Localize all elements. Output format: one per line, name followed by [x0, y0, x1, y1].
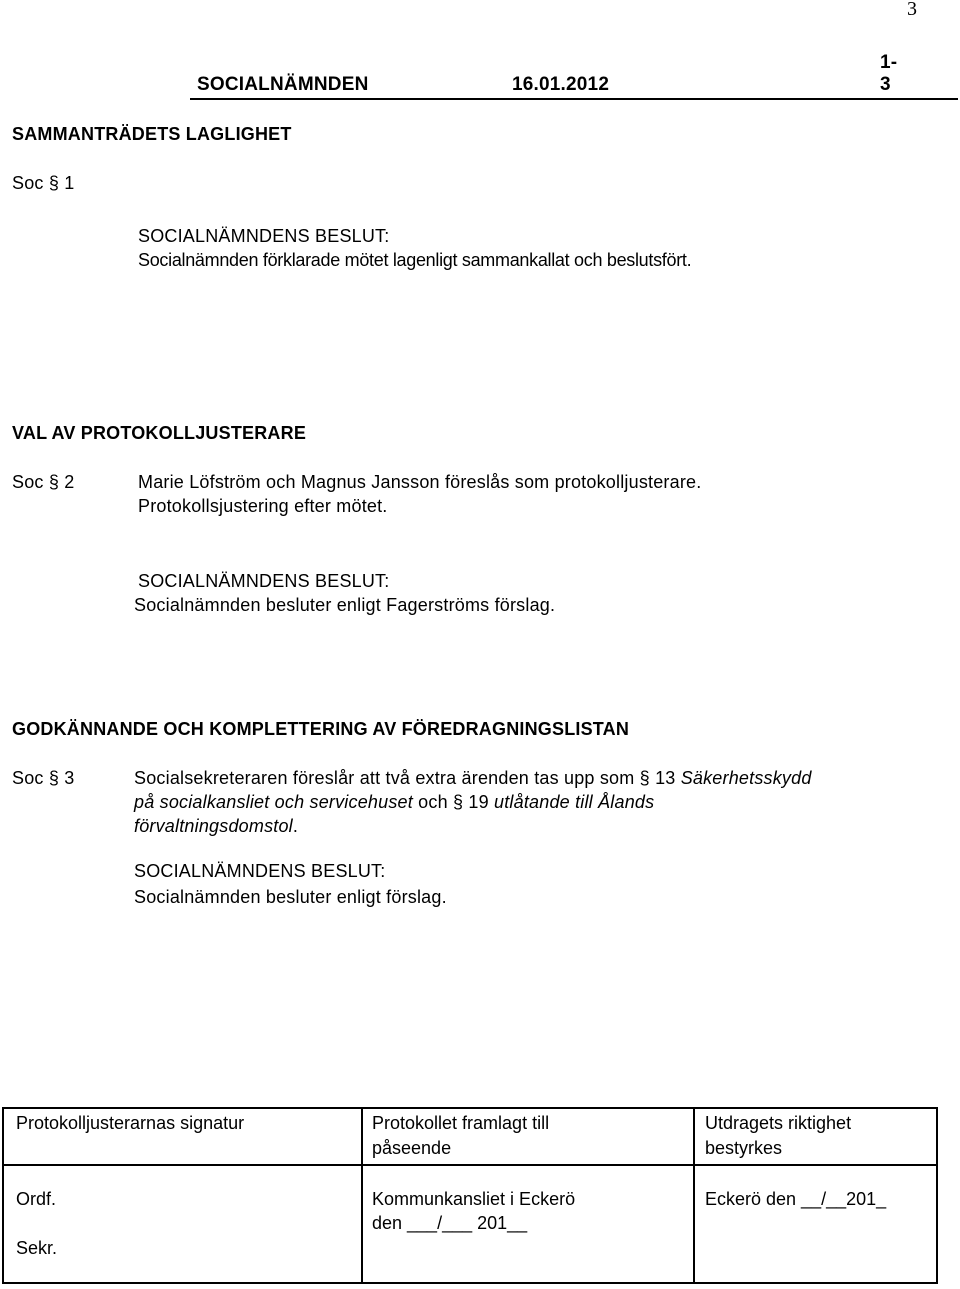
- section-ref: Soc § 1: [12, 173, 75, 193]
- col3-header-line2: bestyrkes: [705, 1138, 783, 1158]
- section-heading: SAMMANTRÄDETS LAGLIGHET: [12, 124, 292, 144]
- header-page-range-bottom: 3: [880, 74, 891, 95]
- section-body-line: [134, 816, 298, 837]
- header-date: 16.01.2012: [512, 74, 610, 95]
- col2-body-line2: den ___/___ 201__: [372, 1213, 528, 1233]
- body-text: Socialsekreteraren föreslår att två extra ärenden tas upp som § 13: [134, 768, 681, 788]
- col2-header-line2: påseende: [372, 1138, 452, 1158]
- section-ref: Soc § 3: [12, 768, 75, 788]
- table-divider: [361, 1109, 363, 1282]
- body-italic-text: Säkerhetsskydd: [680, 768, 812, 788]
- section-body-line: [134, 768, 812, 789]
- section-heading: GODKÄNNANDE OCH KOMPLETTERING AV FÖREDRAGNINGSLISTAN: [12, 719, 630, 739]
- sekr-label: Sekr.: [16, 1238, 58, 1258]
- col1-header: Protokolljusterarnas signatur: [16, 1113, 245, 1133]
- ordf-label: Ordf.: [16, 1189, 57, 1209]
- section-heading: VAL AV PROTOKOLLJUSTERARE: [12, 423, 307, 443]
- body-italic-text: på socialkansliet och servicehuset: [134, 792, 413, 812]
- page-number: 3: [907, 0, 917, 20]
- col2-header-line1: Protokollet framlagt till: [372, 1113, 550, 1133]
- decision-text: Socialnämnden förklarade mötet lagenligt sammankallat och beslutsfört.: [138, 250, 692, 270]
- signature-table: [2, 1107, 938, 1284]
- decision-text: Socialnämnden besluter enligt Fagerströms förslag.: [134, 595, 556, 615]
- decision-label: SOCIALNÄMNDENS BESLUT:: [138, 226, 390, 246]
- header-rule: [190, 98, 958, 100]
- header-title: SOCIALNÄMNDEN: [197, 74, 369, 95]
- col3-body: Eckerö den __/__201_: [705, 1189, 887, 1209]
- body-text: .: [292, 816, 299, 836]
- section-body-line: [134, 792, 654, 813]
- body-text: och § 19: [412, 792, 495, 812]
- table-divider: [693, 1109, 695, 1282]
- body-italic-text: förvaltningsdomstol: [134, 816, 293, 836]
- section-ref: Soc § 2: [12, 472, 75, 492]
- decision-text: Socialnämnden besluter enligt förslag.: [134, 887, 447, 907]
- header-page-range-top: 1-: [880, 52, 898, 73]
- section-body-line: Marie Löfström och Magnus Jansson föreslås som protokolljusterare.: [138, 472, 702, 492]
- decision-label: SOCIALNÄMNDENS BESLUT:: [134, 861, 386, 881]
- table-divider: [4, 1164, 936, 1166]
- body-italic-text: utlåtande till Ålands: [494, 792, 655, 812]
- section-body-line: Protokollsjustering efter mötet.: [138, 496, 388, 516]
- col3-header-line1: Utdragets riktighet: [705, 1113, 852, 1133]
- decision-label: SOCIALNÄMNDENS BESLUT:: [138, 571, 390, 591]
- col2-body-line1: Kommunkansliet i Eckerö: [372, 1189, 576, 1209]
